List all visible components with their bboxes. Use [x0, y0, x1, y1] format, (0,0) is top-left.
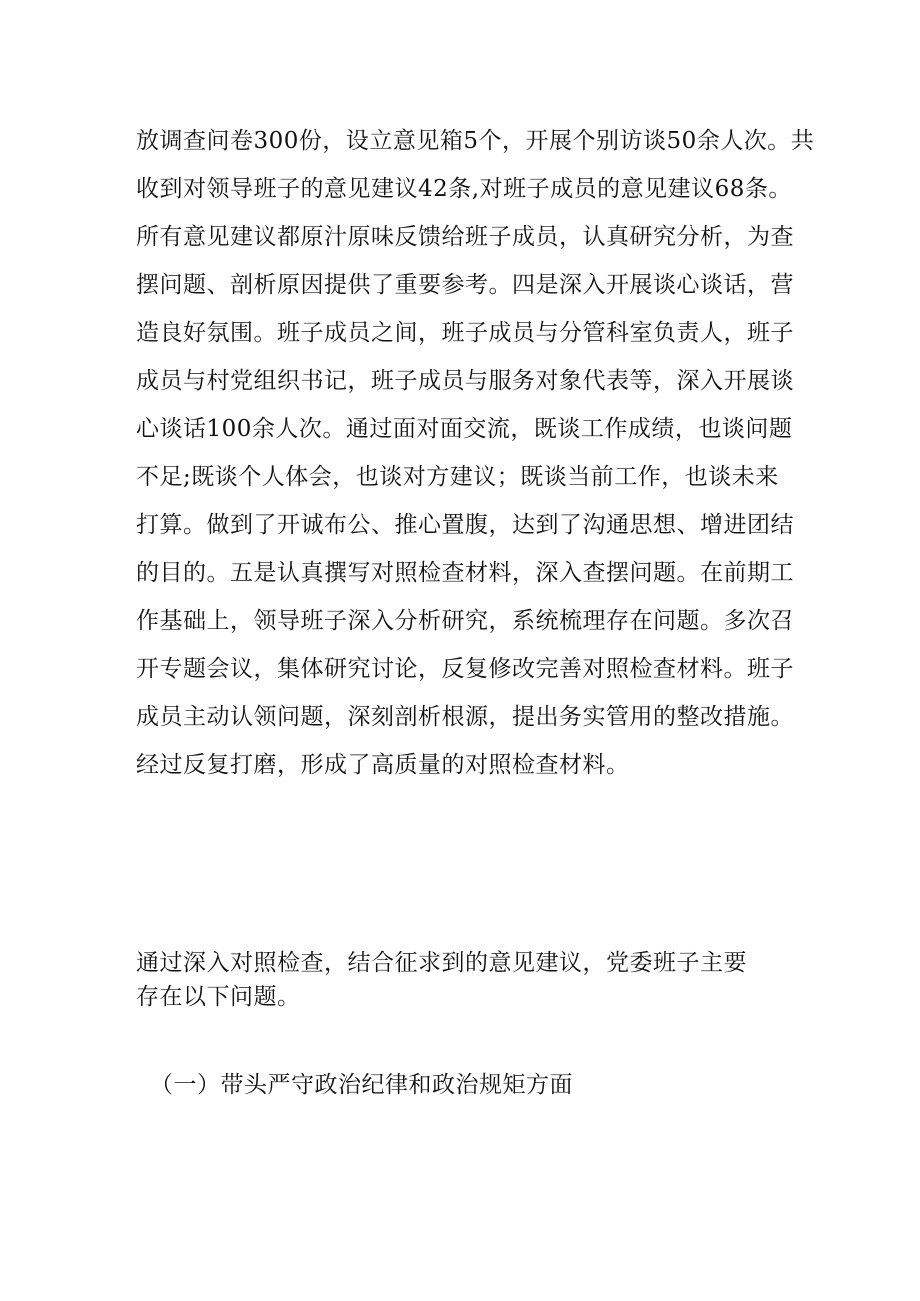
text-line: 心谈话100余人次。通过面对面交流，既谈工作成绩，也谈问题 — [136, 416, 793, 442]
text-line: 摆问题、剖析原因提供了重要参考。四是深入开展谈心谈话，营 — [136, 272, 794, 298]
text-line: 经过反复打磨，形成了高质量的对照检查材料。 — [136, 752, 630, 778]
text-line: 打算。做到了开诚布公、推心置腹，达到了沟通思想、增进团结 — [136, 512, 794, 538]
text-line: 所有意见建议都原汁原味反馈给班子成员，认真研究分析，为查 — [136, 224, 794, 250]
text-line: 收到对领导班子的意见建议42条,对班子成员的意见建议68条。 — [136, 176, 792, 202]
text-line: 成员主动认领问题，深刻剖析根源，提出务实管用的整改措施。 — [136, 704, 794, 730]
text-line: 通过深入对照检查，结合征求到的意见建议，党委班子主要 — [136, 950, 747, 976]
text-line: 开专题会议，集体研究讨论，反复修改完善对照检查材料。班子 — [136, 656, 794, 682]
text-line: 的目的。五是认真撰写对照检查材料，深入查摆问题。在前期工 — [136, 560, 794, 586]
text-line: 存在以下问题。 — [136, 984, 301, 1010]
text-line: 造良好氛围。班子成员之间，班子成员与分管科室负责人，班子 — [136, 320, 794, 346]
text-line: 成员与村党组织书记，班子成员与服务对象代表等，深入开展谈 — [136, 368, 794, 394]
text-line: 不足;既谈个人体会，也谈对方建议；既谈当前工作，也谈未来 — [136, 464, 779, 490]
text-line: 放调查问卷300份，设立意见箱5个，开展个别访谈50余人次。共 — [136, 128, 815, 154]
section-heading: （一）带头严守政治纪律和政治规矩方面 — [150, 1072, 573, 1098]
text-line: 作基础上，领导班子深入分析研究，系统梳理存在问题。多次召 — [136, 608, 794, 634]
